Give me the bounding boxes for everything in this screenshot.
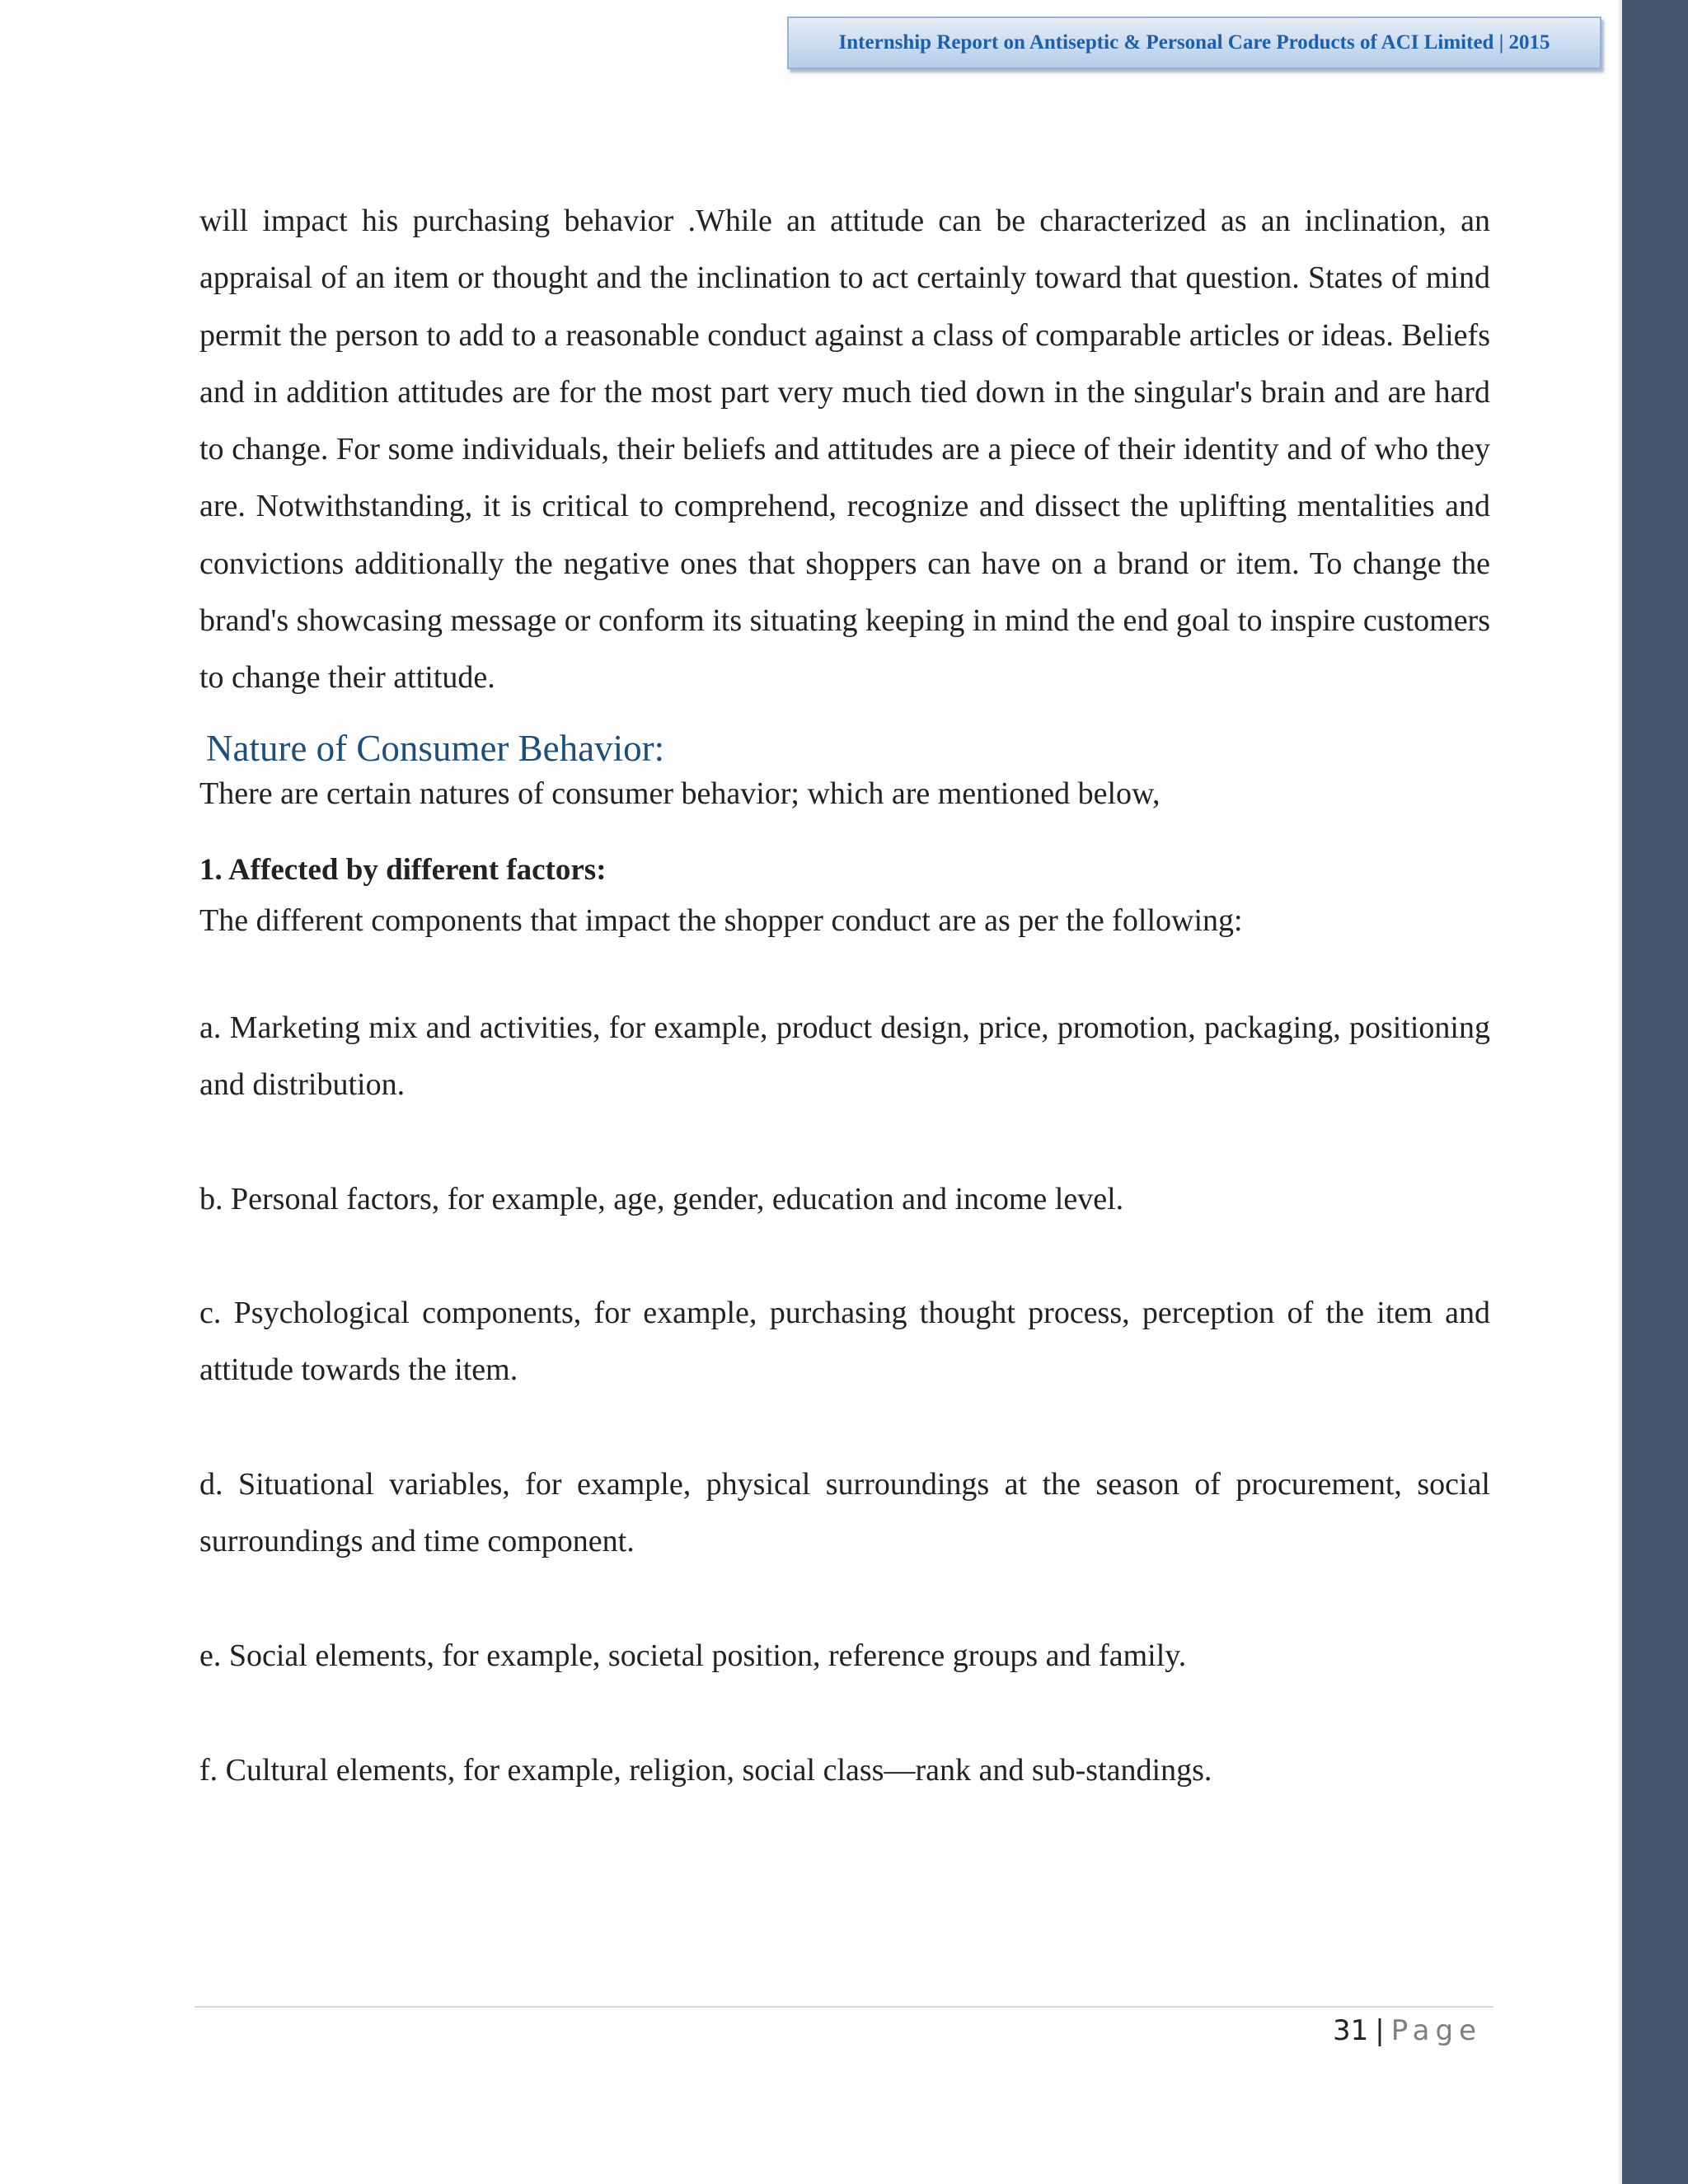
right-sidebar-bar: [1622, 0, 1688, 2184]
factor-item-b: b. Personal factors, for example, age, gender, education and income level.: [199, 1181, 1124, 1216]
page-number-separator: |: [1375, 2014, 1385, 2047]
factor-item-f: f. Cultural elements, for example, religion, social class—rank and sub-standings.: [199, 1752, 1212, 1788]
running-header: [787, 16, 1601, 69]
body-paragraph: will impact his purchasing behavior .While an attitude can be characterized as an inclination, an appraisal of an item or thought and the inclination to act certainly toward that question. States of mind permit the person to add to a reasonable conduct against a class of comparable articles or ideas. Beliefs and in addition attitudes are for the most part very much tied down in the singular's brain and are hard to change. For some individuals, their beliefs and attitudes are a piece of their identity and of who they are. Notwithstanding, it is critical to comprehend, recognize and dissect the uplifting mentalities and convictions additionally the negative ones that shoppers can have on a brand or item. To change the brand's showcasing message or conform its situating keeping in mind the end goal to inspire customers to change their attitude.: [199, 204, 1490, 696]
header-title: Internship Report on Antiseptic & Personal Care Products of ACI Limited | 2015: [838, 31, 1550, 54]
page-number-value: 31: [1332, 2014, 1369, 2047]
factor-item-c: c. Psychological components, for example, purchasing thought process, perception of the item and attitude towards the item.: [199, 1296, 1490, 1388]
factor-item-a: a. Marketing mix and activities, for example, product design, price, promotion, packaging, positioning and distribution.: [199, 1010, 1490, 1102]
page-label: Page: [1390, 2014, 1482, 2047]
factor-item-e: e. Social elements, for example, societal position, reference groups and family.: [199, 1638, 1187, 1673]
section-heading: Nature of Consumer Behavior:: [206, 727, 665, 769]
section-intro: There are certain natures of consumer behavior; which are mentioned below,: [199, 776, 1160, 811]
subheading: 1. Affected by different factors:: [199, 852, 607, 887]
page-number: [1333, 2011, 1482, 2050]
subheading-intro: The different components that impact the shopper conduct are as per the following:: [199, 902, 1243, 938]
footer-divider: [195, 2006, 1493, 2008]
page-body: [199, 193, 1490, 1799]
factor-item-d: d. Situational variables, for example, physical surroundings at the season of procurement, social surroundings and time component.: [199, 1467, 1490, 1559]
